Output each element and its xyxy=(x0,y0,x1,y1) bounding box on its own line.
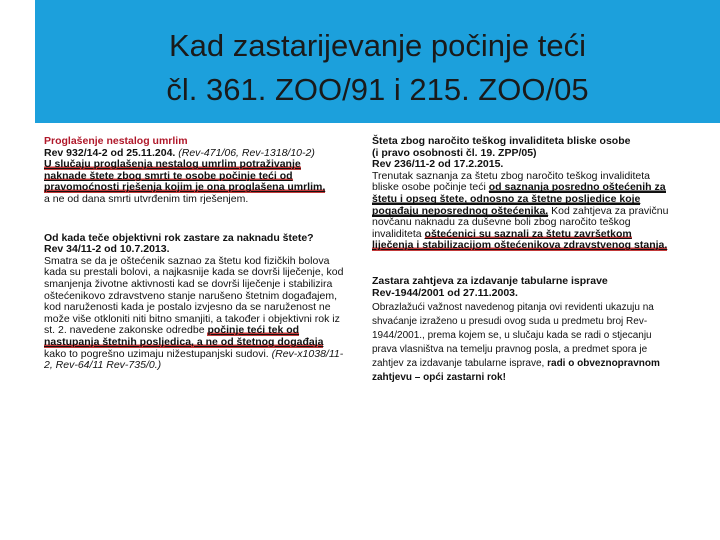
case-reference-extra: (Rev-471/06, Rev-1318/10-2) xyxy=(178,146,315,159)
highlighted-text: od saznanja posredno oštećenih za štetu i opseg štete, odnosno za štetne posljedice koje pogađaju neposrednog oštećenika. xyxy=(372,181,666,217)
case-reference: Rev 34/11-2 od 10.7.2013. xyxy=(44,243,170,256)
body-text: Obrazlažući važnost navedenog pitanja ovi revidenti ukazuju na shvaćanje izraženo u presudi ovog suda u predmetu broj Rev-1944/2001., prema kojem se, u slučaju kada se radi o stjecanju prava vlasništva na temelju pravnog posla, a predmet spora je zahtjev za izdavanje tabularne isprave, xyxy=(372,302,654,370)
section-subheading: (i pravo osobnosti čl. 19. ZPP/05) xyxy=(372,146,537,159)
case-reference: Rev-1944/2001 od 27.11.2003. xyxy=(372,286,518,299)
body-text: Kod zahtjeva za pravičnu novčanu naknadu za duševne boli zbog naročito teškog invaliditeta xyxy=(372,204,669,240)
highlighted-text: U slučaju proglašenja nestalog umrlim potraživanje naknade štete zbog smrti te osobe počinje teći od pravomoćnosti rješenja kojim je ona proglašena umrlim, xyxy=(44,158,326,194)
body-text: Trenutak saznanja za štetu zbog naročito teškog invaliditeta bliske osobe počinje teći xyxy=(372,169,651,194)
section-heading: Od kada teče objektivni rok zastare za naknadu štete? xyxy=(44,231,314,244)
highlighted-text: počinje teći tek od nastupanja štetnih posljedica, a ne od štetnog događaja xyxy=(44,324,324,348)
case-reference: Rev 236/11-2 od 17.2.2015. xyxy=(372,158,504,171)
section-heading: Zastara zahtjeva za izdavanje tabularne isprave xyxy=(372,274,608,287)
right-column xyxy=(372,136,672,385)
case-reference-extra: (Rev-x1038/11-2, Rev-64/11 Rev-735/0.) xyxy=(44,347,344,372)
body-text: Smatra se da je oštećenik saznao za štetu kod fizičkih bolova kada su prestali bolovi, a najkasnije kada se dovrši liječenje, kod smanjenja životne aktivnosti kad se dovrši liječenje i stabilizira oštećenikovo zdravstveno stanje narušeno štetnim događajem, kod naruženosti kada je postalo izvjesno da se naruženost ne može više otkloniti niti bitno smanjiti, a također i objektivni rok iz st. 2. navedene zakonske odredbe xyxy=(44,254,344,337)
highlighted-text: oštećenici su saznali za štetu završetkom liječenja i stabilizacijom oštećenikova zdravstvenog stanja. xyxy=(372,227,668,252)
case-reference: Rev 932/14-2 od 25.11.204. xyxy=(44,146,176,159)
body-text-end: kako to pogrešno uzimaju nižestupanjski sudovi. xyxy=(44,347,269,360)
title-line-2: čl. 361. ZOO/91 i 215. ZOO/05 xyxy=(166,72,589,107)
section-heading: Proglašenje nestalog umrlim xyxy=(44,135,188,147)
left-column xyxy=(44,136,344,372)
section-heading: Šteta zbog naročito teškog invaliditeta bliske osobe xyxy=(372,135,631,147)
slide-title xyxy=(35,24,720,112)
conclusion-text: radi o obveznopravnom zahtjevu – opći zastarni rok! xyxy=(372,358,660,384)
title-line-1: Kad zastarijevanje počinje teći xyxy=(168,28,587,63)
body-text: a ne od dana smrti utvrđenim tim rješenjem. xyxy=(44,192,249,205)
